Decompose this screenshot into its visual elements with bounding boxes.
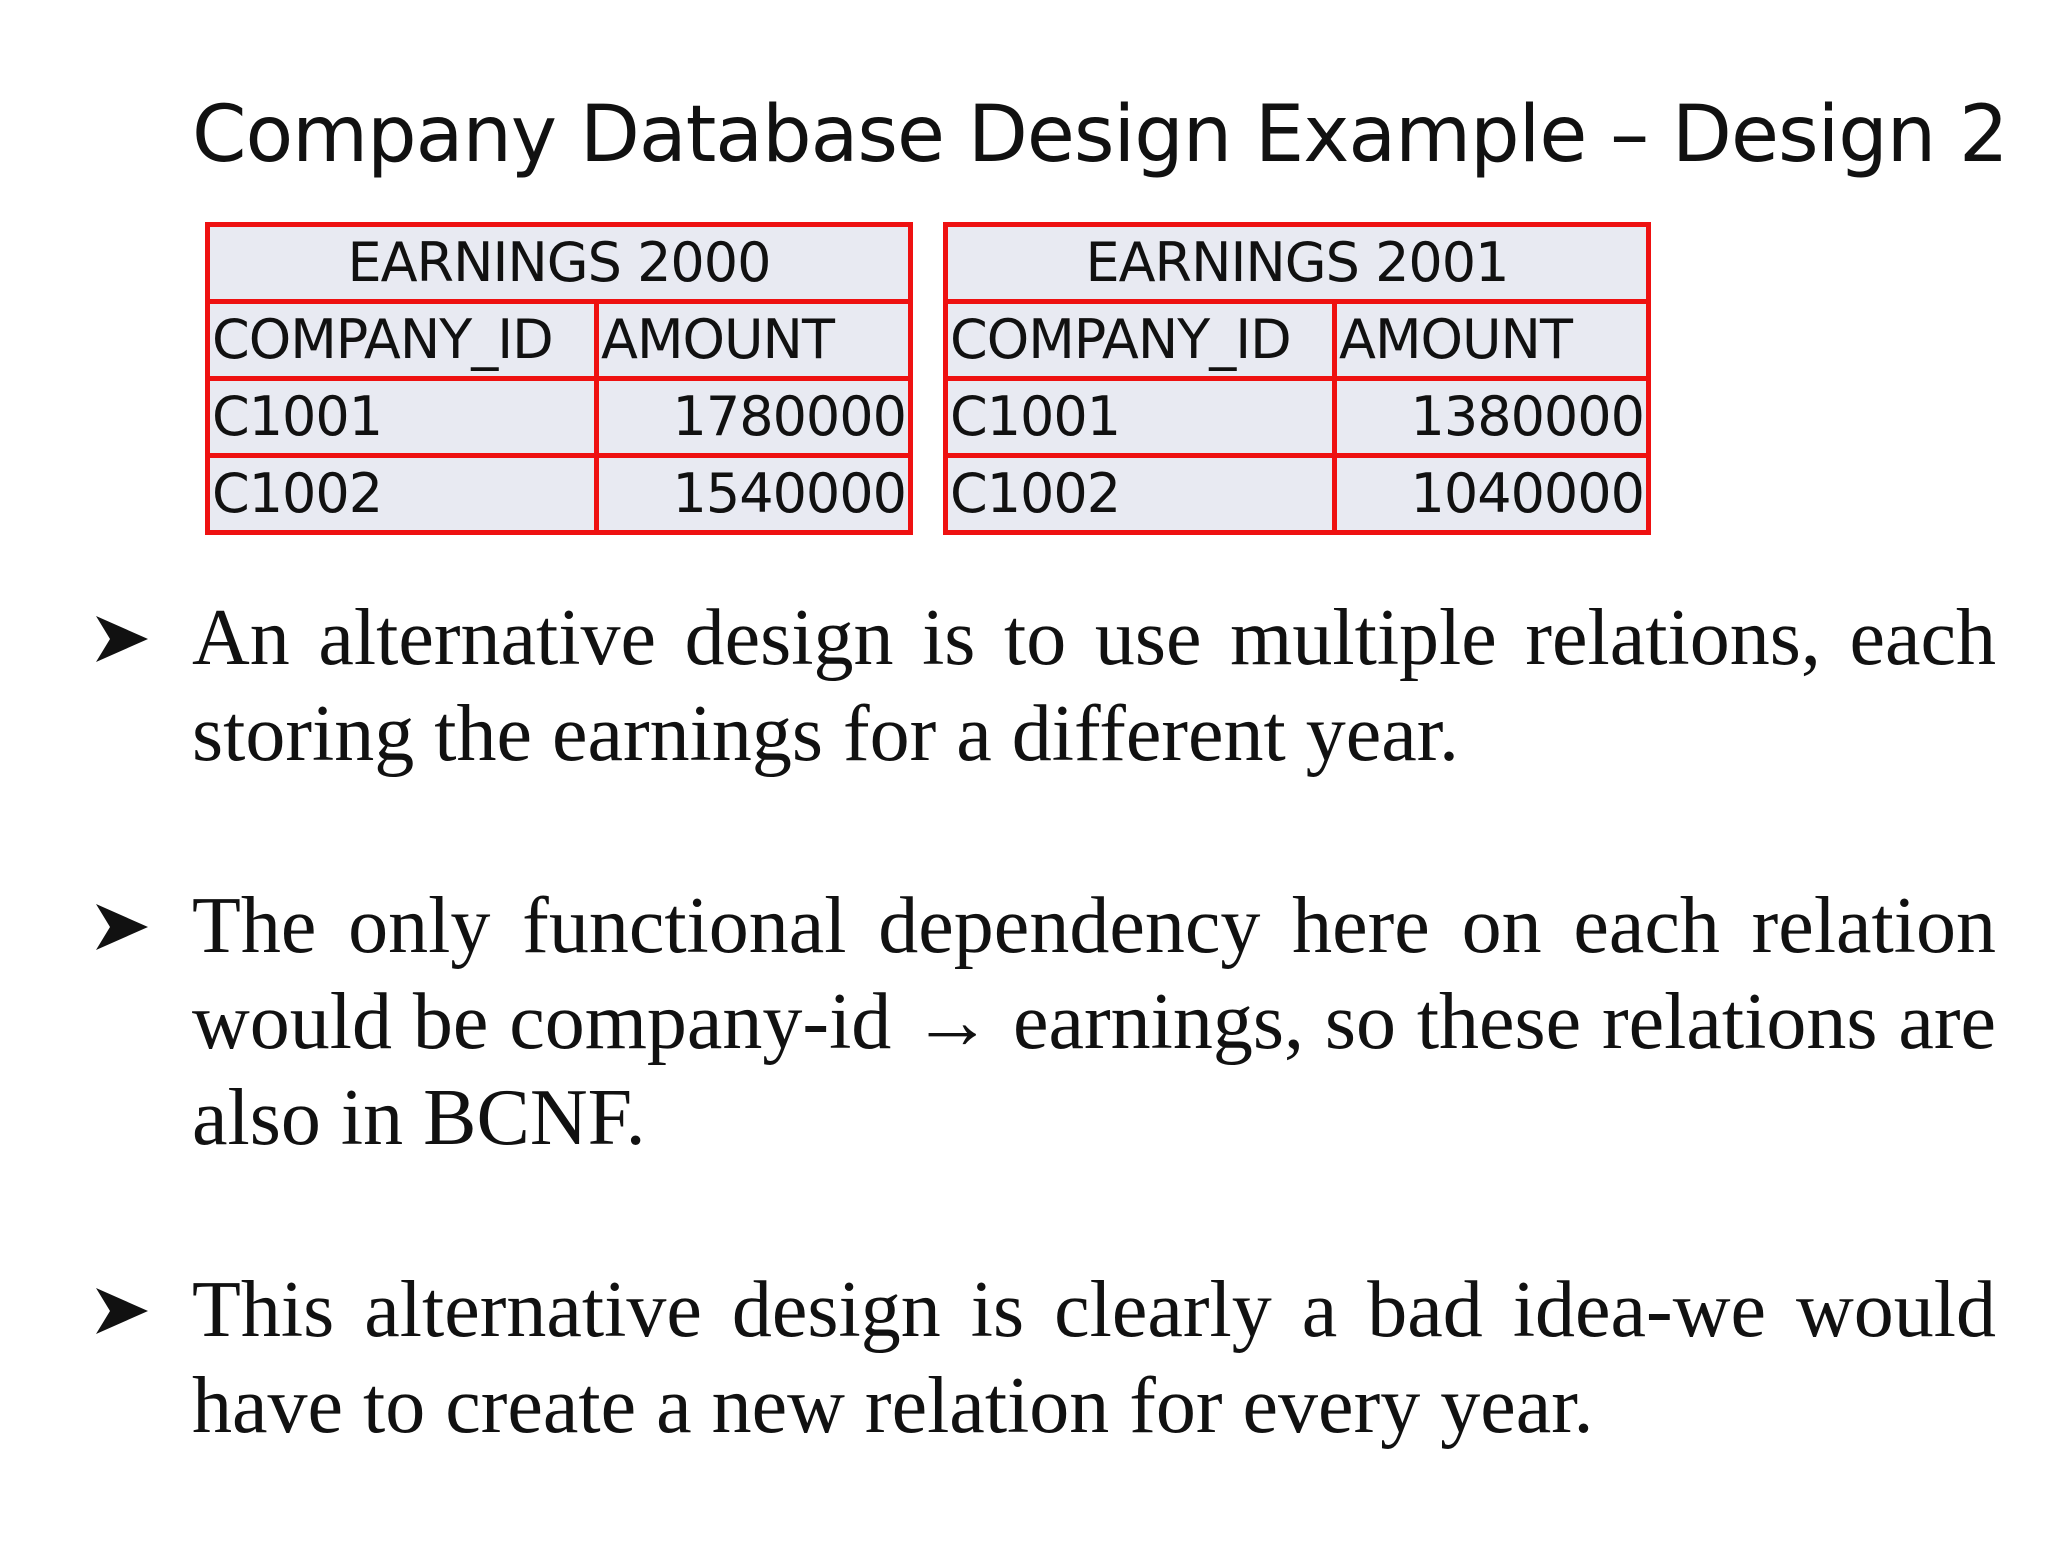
column-header-amount: AMOUNT: [1335, 302, 1649, 379]
bullet-item: [96, 1262, 1996, 1454]
cell-amount: 1040000: [1335, 456, 1649, 533]
cell-company-id: C1002: [208, 456, 597, 533]
cell-company-id: C1001: [208, 379, 597, 456]
table-row: [946, 379, 1649, 456]
earnings-2001-table: [943, 222, 1651, 535]
arrowhead-bullet-icon: [96, 1262, 156, 1358]
table-row: [946, 456, 1649, 533]
bullet-text: The only functional dependency here on each relation would be company-id → earnings, so these relations are also in BCNF.: [192, 882, 1996, 1162]
bullet-item: [96, 878, 1996, 1166]
column-header-amount: AMOUNT: [597, 302, 911, 379]
bullet-list: [96, 590, 1996, 1550]
table-row: [208, 456, 911, 533]
cell-company-id: C1001: [946, 379, 1335, 456]
slide-title: Company Database Design Example – Design 2: [192, 90, 2008, 180]
cell-amount: 1540000: [597, 456, 911, 533]
cell-company-id: C1002: [946, 456, 1335, 533]
bullet-text: This alternative design is clearly a bad idea-we would have to create a new relation for every year.: [192, 1266, 1996, 1450]
table-name: EARNINGS 2001: [946, 225, 1649, 302]
bullet-text: An alternative design is to use multiple relations, each storing the earnings for a different year.: [192, 594, 1996, 778]
column-header-company-id: COMPANY_ID: [946, 302, 1335, 379]
column-header-company-id: COMPANY_ID: [208, 302, 597, 379]
table-row: [208, 379, 911, 456]
cell-amount: 1380000: [1335, 379, 1649, 456]
bullet-item: [96, 590, 1996, 782]
arrowhead-bullet-icon: [96, 878, 156, 974]
arrowhead-bullet-icon: [96, 590, 156, 686]
earnings-2000-table: [205, 222, 913, 535]
cell-amount: 1780000: [597, 379, 911, 456]
table-name: EARNINGS 2000: [208, 225, 911, 302]
